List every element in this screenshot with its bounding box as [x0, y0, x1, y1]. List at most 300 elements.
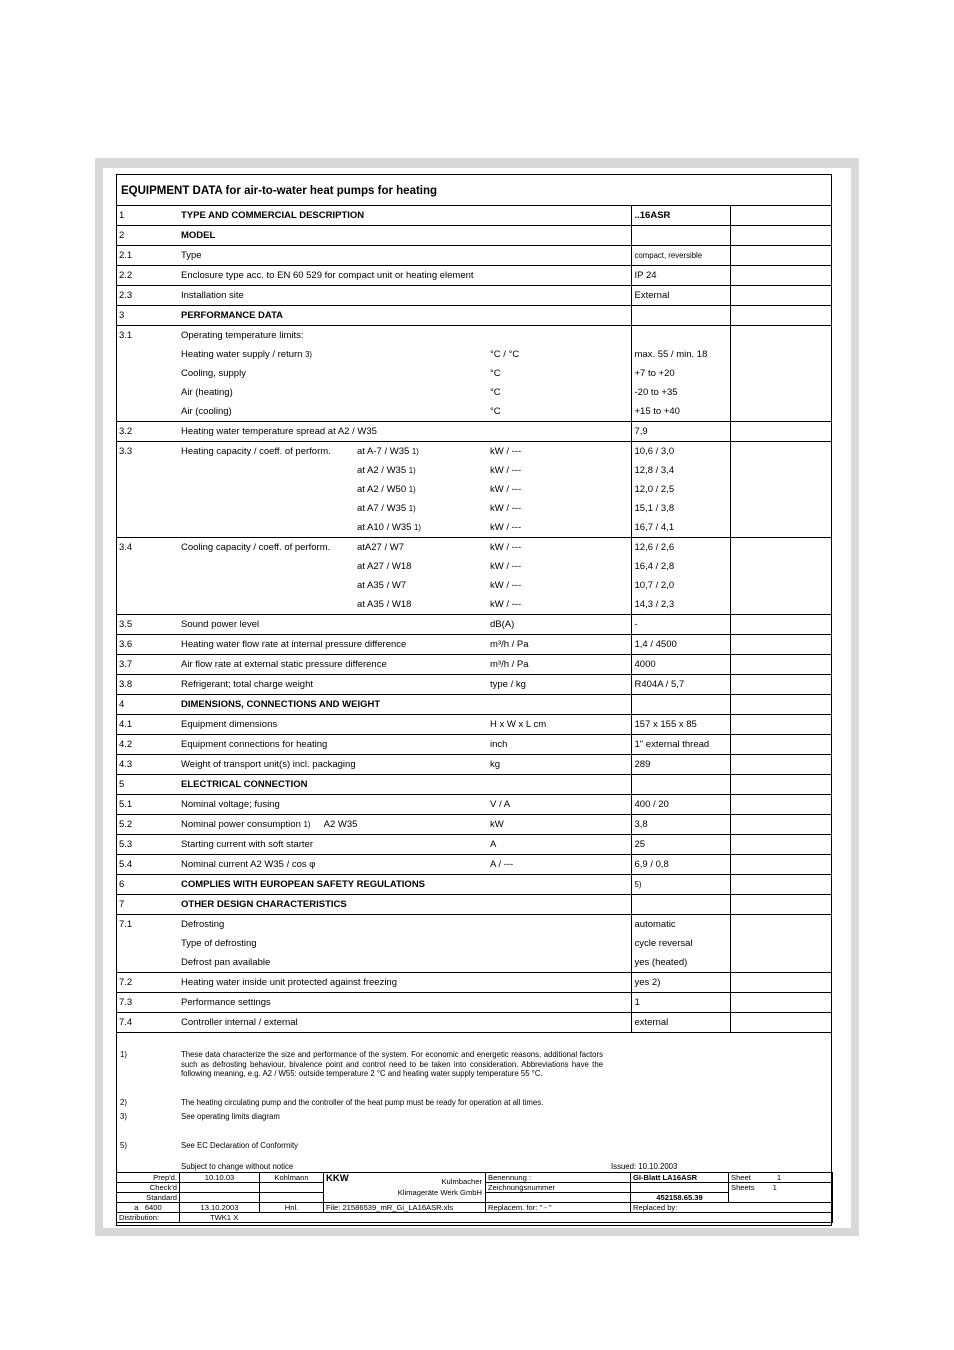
row-description-text: Starting current with soft starter	[181, 839, 313, 850]
row-unit-text: kg	[490, 759, 501, 770]
table-row	[116, 286, 832, 306]
row-number-text: 2.3	[119, 290, 133, 301]
footnote-ref: 1)	[303, 820, 311, 829]
row-number-text: 3.3	[119, 446, 133, 457]
row-description-text: Weight of transport unit(s) incl. packaging	[181, 759, 356, 770]
table-row	[116, 835, 832, 855]
row-number	[116, 915, 178, 935]
row-value-text: automatic	[634, 919, 676, 930]
table-row	[116, 345, 832, 364]
benennung-label: Benennung :	[486, 1173, 631, 1183]
row-number	[116, 422, 178, 442]
row-number	[116, 266, 178, 286]
row-number	[116, 715, 178, 735]
row-extra	[730, 364, 832, 383]
row-number-text: 5.3	[119, 839, 133, 850]
row-extra	[730, 595, 832, 615]
footnote-text: See EC Declaration of Conformity	[181, 1141, 299, 1150]
table-row	[116, 442, 832, 462]
row-number-text: 7.4	[119, 1017, 133, 1028]
row-unit	[487, 576, 631, 595]
row-value	[631, 895, 730, 915]
row-unit-text: kW / ---	[490, 503, 522, 514]
row-description	[178, 326, 631, 346]
row-value-text: 16,7 / 4,1	[634, 522, 675, 533]
row-description	[178, 953, 631, 973]
sheets-cell	[729, 1183, 833, 1203]
row-unit	[487, 655, 631, 675]
row-unit	[487, 755, 631, 775]
sheet-label: Sheet	[731, 1173, 751, 1182]
row-value-text: 15,1 / 3,8	[634, 503, 675, 514]
row-number	[116, 246, 178, 266]
table-row	[116, 915, 832, 935]
row-extra	[730, 695, 832, 715]
row-extra	[730, 1013, 832, 1033]
row-value-text: 1" external thread	[634, 739, 710, 750]
row-extra	[730, 615, 832, 635]
row-extra	[730, 835, 832, 855]
row-extra	[730, 675, 832, 695]
row-number-text: 3.6	[119, 639, 133, 650]
row-unit	[487, 715, 631, 735]
row-value	[631, 557, 730, 576]
row-condition: at A10 / W35	[357, 522, 412, 533]
row-number-text: 4.1	[119, 719, 133, 730]
table-row	[116, 518, 832, 538]
row-description-text: Defrost pan available	[181, 957, 271, 968]
table-row	[116, 461, 832, 480]
row-unit-text: kW / ---	[490, 446, 522, 457]
row-unit-text: H x W x L cm	[490, 719, 547, 730]
row-extra	[730, 815, 832, 835]
company-short: KKW	[326, 1173, 349, 1184]
row-value-text: external	[634, 1017, 669, 1028]
row-number-text: 3.5	[119, 619, 133, 630]
row-unit-text: °C	[490, 368, 501, 379]
row-value	[631, 815, 730, 835]
row-number-text: 3.1	[119, 330, 133, 341]
row-description-text: Cooling capacity / coeff. of perform.	[181, 542, 331, 553]
row-condition: at A35 / W7	[357, 580, 407, 591]
row-condition: A2 W35	[323, 819, 358, 830]
row-description-text: Air (cooling)	[181, 406, 232, 417]
row-description	[178, 895, 631, 915]
row-number	[116, 735, 178, 755]
row-value	[631, 246, 730, 266]
row-description	[178, 993, 631, 1013]
row-description-text: Equipment connections for heating	[181, 739, 328, 750]
row-condition-cell	[354, 538, 487, 558]
row-unit-text: kW / ---	[490, 484, 522, 495]
revision-name: Hnl.	[260, 1203, 324, 1213]
row-value-text: External	[634, 290, 670, 301]
row-unit-text: dB(A)	[490, 619, 515, 630]
row-number	[116, 875, 178, 895]
row-extra	[730, 755, 832, 775]
row-unit	[487, 595, 631, 615]
row-extra	[730, 715, 832, 735]
row-value	[631, 855, 730, 875]
row-number	[116, 755, 178, 775]
table-row	[116, 815, 832, 835]
table-row	[116, 576, 832, 595]
row-value	[631, 364, 730, 383]
row-description	[178, 835, 487, 855]
row-description-text: Heating water supply / return	[181, 349, 303, 360]
row-value-text: 6,9 / 0,8	[634, 859, 669, 870]
row-description-text: ELECTRICAL CONNECTION	[181, 779, 308, 790]
row-value	[631, 499, 730, 518]
row-value	[631, 576, 730, 595]
row-number-text: 3.7	[119, 659, 133, 670]
row-description	[178, 499, 354, 518]
row-unit	[487, 461, 631, 480]
zeichnung-label: Zeichnungsnummer	[486, 1183, 631, 1193]
row-extra	[730, 518, 832, 538]
row-condition: at A7 / W35	[357, 503, 407, 514]
row-condition-cell	[354, 442, 487, 462]
row-number	[116, 226, 178, 246]
row-value	[631, 835, 730, 855]
row-extra	[730, 915, 832, 935]
equipment-data-table	[116, 205, 832, 1033]
row-description-text: Type of defrosting	[181, 938, 257, 949]
row-extra	[730, 576, 832, 595]
row-value	[631, 306, 730, 326]
row-value-text: cycle reversal	[634, 938, 693, 949]
row-description	[178, 934, 631, 953]
issued-date: Issued: 10.10.2003	[611, 1162, 678, 1171]
row-unit-text: kW / ---	[490, 561, 522, 572]
row-value	[631, 795, 730, 815]
benennung-value: GI-Blatt LA16ASR	[631, 1173, 729, 1183]
footnote-text: The heating circulating pump and the controller of the heat pump must be ready for operation at all times.	[181, 1098, 544, 1107]
row-condition-cell	[354, 461, 487, 480]
row-extra	[730, 266, 832, 286]
row-value	[631, 715, 730, 735]
row-unit	[487, 345, 631, 364]
row-number	[116, 953, 178, 973]
row-extra	[730, 735, 832, 755]
row-unit	[487, 557, 631, 576]
row-number-text: 1	[119, 210, 125, 221]
row-value	[631, 655, 730, 675]
table-row	[116, 675, 832, 695]
table-row	[116, 855, 832, 875]
sheet-cell	[729, 1173, 833, 1183]
row-unit-text: inch	[490, 739, 508, 750]
row-description	[178, 875, 631, 895]
row-extra	[730, 635, 832, 655]
row-description	[178, 364, 487, 383]
table-row	[116, 326, 832, 346]
row-value	[631, 953, 730, 973]
row-unit-text: °C	[490, 406, 501, 417]
row-value-text: compact, reversible	[634, 251, 703, 260]
row-description-text: Sound power level	[181, 619, 260, 630]
row-number-text: 6	[119, 879, 125, 890]
row-unit-text: kW / ---	[490, 522, 522, 533]
row-number	[116, 345, 178, 364]
row-value-text: yes 2)	[634, 977, 661, 988]
row-number	[116, 655, 178, 675]
row-description-text: Air flow rate at external static pressure difference	[181, 659, 387, 670]
row-unit	[487, 383, 631, 402]
row-value	[631, 993, 730, 1013]
row-number-text: 4.2	[119, 739, 133, 750]
row-number	[116, 383, 178, 402]
row-description	[178, 383, 487, 402]
row-value	[631, 934, 730, 953]
table-row	[116, 226, 832, 246]
row-description	[178, 855, 487, 875]
row-description	[178, 246, 631, 266]
row-extra	[730, 855, 832, 875]
row-value-text: 7,9	[634, 426, 648, 437]
row-value	[631, 286, 730, 306]
row-unit-text: V / A	[490, 799, 511, 810]
footnote-ref: 1)	[408, 466, 416, 475]
row-value	[631, 755, 730, 775]
row-description-text: Cooling, supply	[181, 368, 246, 379]
row-number-text: 3.4	[119, 542, 133, 553]
row-description	[178, 576, 354, 595]
row-number	[116, 499, 178, 518]
table-row	[116, 993, 832, 1013]
row-number-text: 3.2	[119, 426, 133, 437]
row-number	[116, 442, 178, 462]
row-unit	[487, 855, 631, 875]
distribution-label: Distribution:	[117, 1213, 180, 1223]
row-description	[178, 735, 487, 755]
footnote-ref: 1)	[408, 504, 416, 513]
row-description-text: PERFORMANCE DATA	[181, 310, 284, 321]
row-unit	[487, 735, 631, 755]
subject-to-change: Subject to change without notice	[181, 1162, 294, 1171]
table-row	[116, 402, 832, 422]
row-value-text: 10,7 / 2,0	[634, 580, 675, 591]
row-number	[116, 815, 178, 835]
row-value	[631, 402, 730, 422]
table-row	[116, 973, 832, 993]
row-extra	[730, 538, 832, 558]
row-description-text: TYPE AND COMMERCIAL DESCRIPTION	[181, 210, 365, 221]
table-row	[116, 934, 832, 953]
row-unit	[487, 518, 631, 538]
footnote-number: 3)	[120, 1112, 127, 1121]
row-description	[178, 422, 631, 442]
row-number-text: 3.8	[119, 679, 133, 690]
row-condition-cell	[354, 595, 487, 615]
row-value	[631, 442, 730, 462]
row-number-text: 7.1	[119, 919, 133, 930]
row-number-text: 2.2	[119, 270, 133, 281]
row-number	[116, 675, 178, 695]
row-value-text: R404A / 5,7	[634, 679, 685, 690]
row-value-text: 1,4 / 4500	[634, 639, 677, 650]
prepd-name: Kohlmann	[260, 1173, 324, 1183]
row-number	[116, 1013, 178, 1033]
row-number-text: 4	[119, 699, 125, 710]
zeichnung-value: 452158.65.39	[631, 1193, 729, 1203]
row-description	[178, 557, 354, 576]
footnote-ref: 3)	[305, 350, 313, 359]
table-row	[116, 635, 832, 655]
row-extra	[730, 934, 832, 953]
revision-number: 6400	[144, 1203, 162, 1212]
row-number-text: 5.1	[119, 799, 133, 810]
row-extra	[730, 383, 832, 402]
row-extra	[730, 973, 832, 993]
row-extra	[730, 775, 832, 795]
row-description	[178, 518, 354, 538]
row-unit-text: m³/h / Pa	[490, 659, 529, 670]
footnote-text: These data characterize the size and performance of the system. For economic and energetic reasons, additional factors such as defrosting behaviour, bivalence point and control need to be taken into consideration. Abbreviations have the following meaning, e.g. A2 / W55: outside temperature 2 °C and heating water supply temperature 55 °C.	[181, 1050, 603, 1079]
standard-label: Standard	[117, 1193, 180, 1203]
table-row	[116, 383, 832, 402]
row-description-text: Heating water inside unit protected against freezing	[181, 977, 397, 988]
row-description	[178, 655, 487, 675]
row-value-text: 157 x 155 x 85	[634, 719, 697, 730]
row-value	[631, 695, 730, 715]
row-description	[178, 915, 631, 935]
row-description	[178, 973, 631, 993]
row-description	[178, 402, 487, 422]
row-value-text: 289	[634, 759, 651, 770]
row-value	[631, 615, 730, 635]
row-value	[631, 206, 730, 226]
row-extra	[730, 480, 832, 499]
row-condition-cell	[354, 576, 487, 595]
table-row	[116, 875, 832, 895]
footnote-ref: 1)	[414, 523, 421, 532]
row-description	[178, 306, 631, 326]
row-description	[178, 538, 354, 558]
row-description-text: Nominal voltage; fusing	[181, 799, 280, 810]
table-row	[116, 206, 832, 226]
row-extra	[730, 795, 832, 815]
row-unit	[487, 675, 631, 695]
row-description-text: Air (heating)	[181, 387, 233, 398]
row-value	[631, 383, 730, 402]
table-row	[116, 715, 832, 735]
row-number-text: 7.3	[119, 997, 133, 1008]
row-extra	[730, 442, 832, 462]
row-description-text: DIMENSIONS, CONNECTIONS AND WEIGHT	[181, 699, 381, 710]
row-description-text: COMPLIES WITH EUROPEAN SAFETY REGULATIONS	[181, 879, 426, 890]
row-number	[116, 286, 178, 306]
row-condition: atA27 / W7	[357, 542, 404, 553]
table-row	[116, 615, 832, 635]
sheets-label: Sheets	[731, 1183, 755, 1192]
row-number	[116, 795, 178, 815]
row-unit-text: kW	[490, 819, 504, 830]
row-value	[631, 675, 730, 695]
company-city: Kulmbacher	[441, 1177, 482, 1186]
row-unit-text: °C / °C	[490, 349, 520, 360]
row-unit-text: kW / ---	[490, 580, 522, 591]
footnote-text: See operating limits diagram	[181, 1112, 280, 1121]
row-condition: at A2 / W35	[357, 465, 407, 476]
row-description-text: Nominal power consumption	[181, 819, 301, 830]
row-value	[631, 875, 730, 895]
row-value	[631, 461, 730, 480]
row-value-text: 400 / 20	[634, 799, 669, 810]
row-description-text: Operating temperature limits:	[181, 330, 304, 341]
prepd-date: 10.10.03	[180, 1173, 260, 1183]
row-description	[178, 715, 487, 735]
row-description-text: Equipment dimensions	[181, 719, 278, 730]
row-description-text: MODEL	[181, 230, 216, 241]
row-description	[178, 480, 354, 499]
row-value-text: yes (heated)	[634, 957, 688, 968]
table-row	[116, 953, 832, 973]
row-value-text: 12,6 / 2,6	[634, 542, 675, 553]
row-value	[631, 538, 730, 558]
row-number	[116, 835, 178, 855]
row-unit-text: m³/h / Pa	[490, 639, 529, 650]
row-number	[116, 402, 178, 422]
document-title: EQUIPMENT DATA for air-to-water heat pumps for heating	[121, 185, 438, 197]
row-unit	[487, 364, 631, 383]
table-row	[116, 735, 832, 755]
row-unit-text: A / ---	[490, 859, 514, 870]
row-number	[116, 855, 178, 875]
row-description	[178, 206, 631, 226]
row-description	[178, 635, 487, 655]
row-extra	[730, 306, 832, 326]
row-number	[116, 595, 178, 615]
footnote-number: 1)	[120, 1050, 127, 1059]
title-block	[116, 1172, 833, 1223]
row-number-text: 2	[119, 230, 125, 241]
row-value	[631, 973, 730, 993]
revision-letter: a	[134, 1203, 139, 1212]
row-unit-text: kW / ---	[490, 465, 522, 476]
sheets-value: 1	[772, 1183, 777, 1192]
table-row	[116, 480, 832, 499]
table-row	[116, 595, 832, 615]
row-condition-cell	[354, 518, 487, 538]
row-number-text: 5	[119, 779, 125, 790]
row-value-text: IP 24	[634, 270, 657, 281]
distribution-value: TWK1 X	[210, 1213, 239, 1222]
row-value	[631, 226, 730, 246]
row-value-text: 10,6 / 3,0	[634, 446, 675, 457]
row-description	[178, 775, 631, 795]
row-condition: at A2 / W50	[357, 484, 407, 495]
row-number-text: 4.3	[119, 759, 133, 770]
row-extra	[730, 326, 832, 346]
row-unit-text: kW / ---	[490, 599, 522, 610]
revision-cell	[117, 1203, 180, 1213]
row-description-text: Heating capacity / coeff. of perform.	[181, 446, 331, 457]
row-value-text: max. 55 / min. 18	[634, 349, 708, 360]
row-description	[178, 461, 354, 480]
row-description	[178, 226, 631, 246]
row-number	[116, 206, 178, 226]
row-description-text: Heating water flow rate at internal pressure difference	[181, 639, 407, 650]
row-description-text: Controller internal / external	[181, 1017, 298, 1028]
row-number	[116, 934, 178, 953]
row-description-text: Type	[181, 250, 202, 261]
row-extra	[730, 953, 832, 973]
row-value-text: ..16ASR	[634, 210, 671, 221]
row-number-text: 7.2	[119, 977, 133, 988]
row-number	[116, 993, 178, 1013]
row-condition-cell	[354, 480, 487, 499]
